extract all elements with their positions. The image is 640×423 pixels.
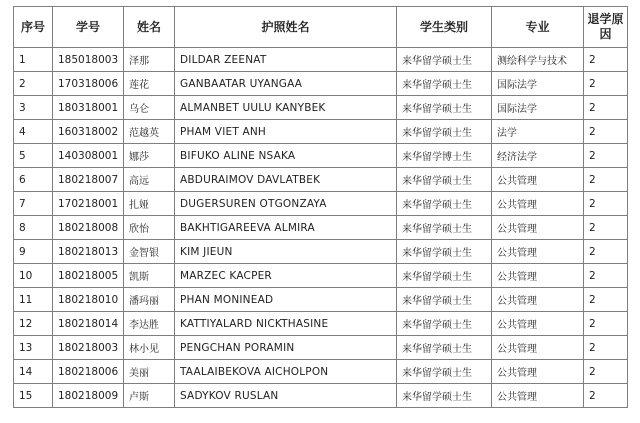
cell-major: 公共管理 [492, 360, 584, 384]
cell-student-type: 来华留学硕士生 [397, 216, 492, 240]
cell-num: 7 [14, 192, 53, 216]
cell-reason: 2 [584, 336, 628, 360]
cell-passport-name: PENGCHAN PORAMIN [175, 336, 397, 360]
cell-major: 国际法学 [492, 72, 584, 96]
cell-passport-name: KATTIYALARD NICKTHASINE [175, 312, 397, 336]
cell-student-id: 180218008 [53, 216, 124, 240]
cell-student-type: 来华留学硕士生 [397, 168, 492, 192]
cell-num: 14 [14, 360, 53, 384]
table-row [14, 240, 628, 264]
table-row [14, 264, 628, 288]
cell-student-type: 来华留学硕士生 [397, 96, 492, 120]
cell-student-id: 180218010 [53, 288, 124, 312]
cell-reason: 2 [584, 168, 628, 192]
cell-num: 15 [14, 384, 53, 408]
cell-name: 泽那 [124, 48, 175, 72]
cell-passport-name: GANBAATAR UYANGAA [175, 72, 397, 96]
cell-passport-name: PHAM VIET ANH [175, 120, 397, 144]
table-row [14, 144, 628, 168]
cell-major: 公共管理 [492, 264, 584, 288]
cell-student-type: 来华留学博士生 [397, 144, 492, 168]
cell-student-type: 来华留学硕士生 [397, 48, 492, 72]
header-num: 序号 [14, 7, 53, 48]
cell-name: 凯斯 [124, 264, 175, 288]
cell-major: 公共管理 [492, 336, 584, 360]
table-row [14, 312, 628, 336]
cell-passport-name: TAALAIBEKOVA AICHOLPON [175, 360, 397, 384]
header-name: 姓名 [124, 7, 175, 48]
cell-passport-name: ALMANBET UULU KANYBEK [175, 96, 397, 120]
cell-student-type: 来华留学硕士生 [397, 192, 492, 216]
table-row [14, 192, 628, 216]
cell-major: 公共管理 [492, 384, 584, 408]
table-row [14, 216, 628, 240]
cell-major: 公共管理 [492, 168, 584, 192]
cell-reason: 2 [584, 96, 628, 120]
cell-reason: 2 [584, 72, 628, 96]
cell-reason: 2 [584, 312, 628, 336]
cell-passport-name: DUGERSUREN OTGONZAYA [175, 192, 397, 216]
cell-passport-name: DILDAR ZEENAT [175, 48, 397, 72]
cell-passport-name: MARZEC KACPER [175, 264, 397, 288]
cell-student-id: 180218007 [53, 168, 124, 192]
cell-major: 公共管理 [492, 192, 584, 216]
cell-name: 卢斯 [124, 384, 175, 408]
header-reason: 退学原因 [584, 7, 628, 48]
cell-student-id: 180218003 [53, 336, 124, 360]
cell-name: 莲花 [124, 72, 175, 96]
header-major: 专业 [492, 7, 584, 48]
cell-student-id: 170318006 [53, 72, 124, 96]
cell-student-id: 180218013 [53, 240, 124, 264]
table-row [14, 120, 628, 144]
cell-num: 12 [14, 312, 53, 336]
cell-num: 13 [14, 336, 53, 360]
cell-major: 公共管理 [492, 288, 584, 312]
cell-reason: 2 [584, 240, 628, 264]
cell-num: 2 [14, 72, 53, 96]
cell-student-id: 180218006 [53, 360, 124, 384]
cell-student-id: 160318002 [53, 120, 124, 144]
cell-student-type: 来华留学硕士生 [397, 360, 492, 384]
cell-name: 潘玛丽 [124, 288, 175, 312]
cell-name: 乌仑 [124, 96, 175, 120]
cell-student-type: 来华留学硕士生 [397, 312, 492, 336]
cell-reason: 2 [584, 360, 628, 384]
cell-student-id: 180218014 [53, 312, 124, 336]
cell-passport-name: KIM JIEUN [175, 240, 397, 264]
cell-name: 金智银 [124, 240, 175, 264]
table-body [14, 48, 628, 408]
cell-num: 10 [14, 264, 53, 288]
cell-reason: 2 [584, 120, 628, 144]
cell-major: 国际法学 [492, 96, 584, 120]
cell-reason: 2 [584, 216, 628, 240]
cell-student-id: 180218009 [53, 384, 124, 408]
cell-student-type: 来华留学硕士生 [397, 288, 492, 312]
cell-num: 3 [14, 96, 53, 120]
cell-passport-name: BIFUKO ALINE NSAKA [175, 144, 397, 168]
table-row [14, 384, 628, 408]
cell-num: 4 [14, 120, 53, 144]
cell-major: 公共管理 [492, 216, 584, 240]
header-row [14, 7, 628, 48]
table-row [14, 48, 628, 72]
cell-name: 美丽 [124, 360, 175, 384]
cell-reason: 2 [584, 288, 628, 312]
cell-name: 高远 [124, 168, 175, 192]
header-student-type: 学生类别 [397, 7, 492, 48]
cell-student-id: 180218005 [53, 264, 124, 288]
header-passport-name: 护照姓名 [175, 7, 397, 48]
cell-student-type: 来华留学硕士生 [397, 240, 492, 264]
cell-num: 1 [14, 48, 53, 72]
cell-name: 娜莎 [124, 144, 175, 168]
cell-num: 8 [14, 216, 53, 240]
cell-major: 测绘科学与技术 [492, 48, 584, 72]
cell-name: 欣怡 [124, 216, 175, 240]
cell-reason: 2 [584, 384, 628, 408]
table-row [14, 336, 628, 360]
withdrawal-table [13, 6, 628, 408]
cell-major: 法学 [492, 120, 584, 144]
cell-student-id: 140308001 [53, 144, 124, 168]
cell-student-id: 185018003 [53, 48, 124, 72]
cell-reason: 2 [584, 192, 628, 216]
table-row [14, 288, 628, 312]
cell-num: 5 [14, 144, 53, 168]
cell-reason: 2 [584, 48, 628, 72]
table-header [14, 7, 628, 48]
cell-name: 林小见 [124, 336, 175, 360]
cell-passport-name: SADYKOV RUSLAN [175, 384, 397, 408]
cell-student-id: 180318001 [53, 96, 124, 120]
cell-student-type: 来华留学硕士生 [397, 72, 492, 96]
cell-num: 9 [14, 240, 53, 264]
table-row [14, 96, 628, 120]
cell-major: 公共管理 [492, 240, 584, 264]
cell-name: 李达胜 [124, 312, 175, 336]
cell-major: 公共管理 [492, 312, 584, 336]
cell-student-id: 170218001 [53, 192, 124, 216]
cell-student-type: 来华留学硕士生 [397, 384, 492, 408]
table-row [14, 168, 628, 192]
cell-passport-name: PHAN MONINEAD [175, 288, 397, 312]
cell-reason: 2 [584, 144, 628, 168]
cell-name: 扎娅 [124, 192, 175, 216]
cell-student-type: 来华留学硕士生 [397, 264, 492, 288]
header-student-id: 学号 [53, 7, 124, 48]
page-wrapper [13, 6, 627, 408]
cell-student-type: 来华留学硕士生 [397, 336, 492, 360]
table-row [14, 360, 628, 384]
cell-passport-name: ABDURAIMOV DAVLATBEK [175, 168, 397, 192]
cell-name: 范越英 [124, 120, 175, 144]
table-row [14, 72, 628, 96]
cell-passport-name: BAKHTIGAREEVA ALMIRA [175, 216, 397, 240]
cell-major: 经济法学 [492, 144, 584, 168]
cell-reason: 2 [584, 264, 628, 288]
cell-num: 11 [14, 288, 53, 312]
cell-num: 6 [14, 168, 53, 192]
cell-student-type: 来华留学硕士生 [397, 120, 492, 144]
